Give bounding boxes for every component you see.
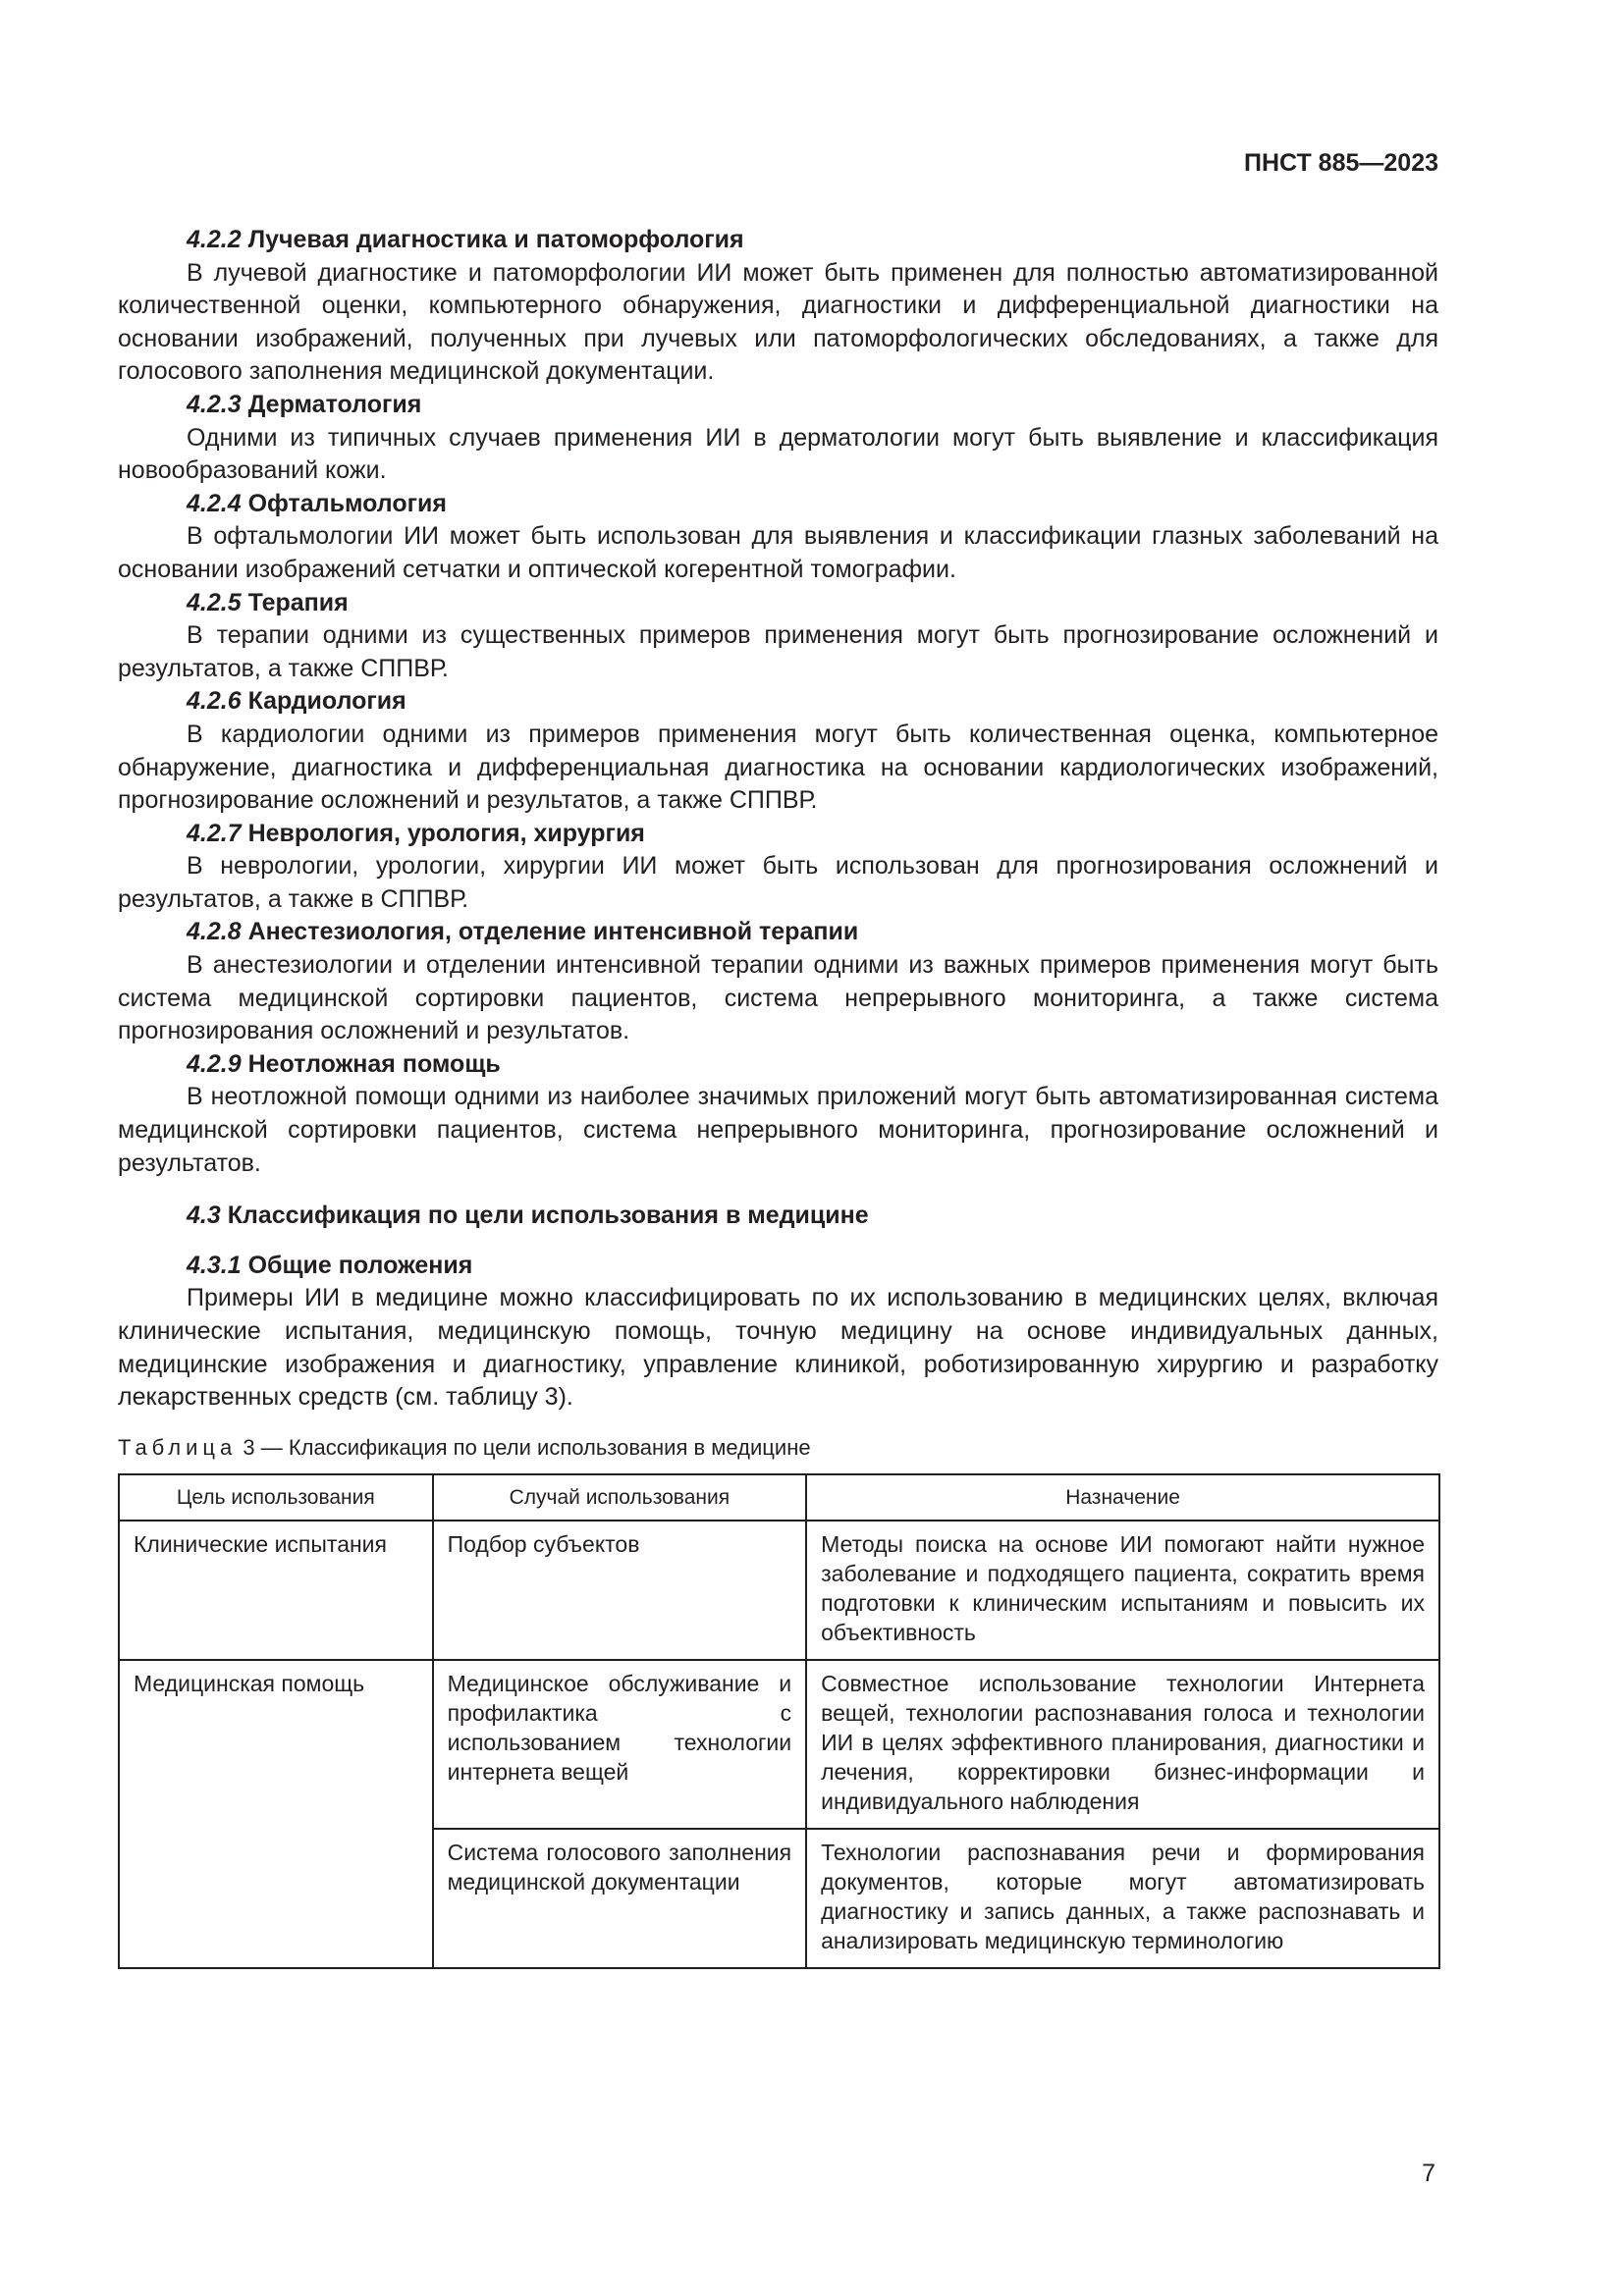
section-heading xyxy=(118,488,1438,521)
section-4-2-6 xyxy=(118,685,1438,817)
section-paragraph: В кардиологии одними из примеров применения могут быть количественная оценка, компьютерное обнаружение, диагностика и дифференциальная диагностика на основании кардиологических изображений, прогнозирование осложнений и результатов, а также СППВР. xyxy=(118,720,1438,815)
section-paragraph: В лучевой диагностике и патоморфологии ИИ может быть применен для полностью автоматизированной количественной оценки, компьютерного обнаружения, диагностики и дифференциальной диагностики на основании изображений, полученных при лучевых или патоморфологических обследованиях, а также для голосового заполнения медицинской документации. xyxy=(118,258,1438,386)
section-4-2-8 xyxy=(118,916,1438,1047)
section-title: Анестезиология, отделение интенсивной терапии xyxy=(247,918,859,946)
section-number: 4.2.3 xyxy=(187,390,242,418)
section-title: Лучевая диагностика и патоморфология xyxy=(247,226,744,253)
section-heading xyxy=(118,1048,1438,1082)
document-code: ПНСТ 885—2023 xyxy=(1244,149,1438,177)
table-caption-text: 3 — Классификация по цели использования в медицине xyxy=(243,1434,811,1460)
section-heading xyxy=(118,685,1438,719)
section-paragraph: В неотложной помощи одними из наиболее значимых приложений могут быть автоматизированная система медицинской сортировки пациентов, система непрерывного мониторинга, прогнозирование осложнений и результатов. xyxy=(118,1083,1438,1177)
section-4-2-9 xyxy=(118,1048,1438,1180)
column-header-purpose: Цель использования xyxy=(119,1474,433,1521)
section-4-2-2 xyxy=(118,224,1438,389)
classification-table xyxy=(118,1473,1440,1969)
section-paragraph: В неврологии, урологии, хирургии ИИ может быть использован для прогнозирования осложнений и результатов, а также в СППВР. xyxy=(118,852,1438,913)
page-number: 7 xyxy=(1422,2160,1435,2187)
section-title: Терапия xyxy=(247,588,349,616)
section-number: 4.2.2 xyxy=(187,226,242,253)
section-title: Неотложная помощь xyxy=(247,1049,501,1078)
section-paragraph: Примеры ИИ в медицине можно классифицировать по их использованию в медицинских целях, включая клинические испытания, медицинскую помощь, точную медицину на основе индивидуальных данных, медицинские изображения и диагностику, управление клиникой, роботизированную хирургию и разработку лекарственных средств (см. таблицу 3). xyxy=(118,1284,1438,1412)
section-heading xyxy=(118,916,1438,949)
section-4-2-3 xyxy=(118,389,1438,488)
section-number: 4.3.1 xyxy=(187,1251,242,1279)
cell-use: Методы поиска на основе ИИ помогают найти нужное заболевание и подходящего пациента, сократить время подготовки к клиническим испытаниям и повысить их объективность xyxy=(806,1521,1439,1660)
cell-use: Совместное использование технологии Интернета вещей, технологии распознавания голоса и технологии ИИ в целях эффективного планирования, диагностики и лечения, корректировки бизнес-информации и индивидуального наблюдения xyxy=(806,1660,1439,1829)
section-paragraph: В офтальмологии ИИ может быть использован для выявления и классификации глазных заболеваний на основании изображений сетчатки и оптической когерентной томографии. xyxy=(118,522,1438,583)
section-heading xyxy=(118,587,1438,620)
table-caption xyxy=(118,1433,1438,1463)
section-4-2-5 xyxy=(118,587,1438,686)
section-heading xyxy=(118,224,1438,257)
table-row xyxy=(119,1521,1439,1660)
column-header-case: Случай использования xyxy=(433,1474,807,1521)
page-content xyxy=(118,224,1438,1969)
table-caption-label: Таблица xyxy=(118,1434,238,1460)
section-4-2-7 xyxy=(118,818,1438,917)
section-paragraph: В терапии одними из существенных примеров применения могут быть прогнозирование осложнений и результатов, а также СППВР. xyxy=(118,621,1438,682)
section-paragraph: В анестезиологии и отделении интенсивной терапии одними из важных примеров применения могут быть система медицинской сортировки пациентов, система непрерывного мониторинга, а также система прогнозирования осложнений и результатов. xyxy=(118,951,1438,1045)
section-heading xyxy=(118,818,1438,851)
table-row xyxy=(119,1660,1439,1829)
cell-purpose: Медицинская помощь xyxy=(119,1660,433,1968)
section-title: Офтальмология xyxy=(247,489,447,517)
section-number: 4.3 xyxy=(187,1201,221,1230)
cell-purpose: Клинические испытания xyxy=(119,1521,433,1660)
table-header-row xyxy=(119,1474,1439,1521)
section-number: 4.2.5 xyxy=(187,588,242,616)
section-title: Неврология, урология, хирургия xyxy=(247,819,645,847)
section-4-3-heading xyxy=(118,1200,1438,1233)
column-header-use: Назначение xyxy=(806,1474,1439,1521)
section-number: 4.2.8 xyxy=(187,918,242,946)
section-number: 4.2.7 xyxy=(187,819,242,847)
section-number: 4.2.4 xyxy=(187,489,242,517)
section-4-3-1 xyxy=(118,1250,1438,1415)
section-paragraph: Одними из типичных случаев применения ИИ в дерматологии могут быть выявление и классификация новообразований кожи. xyxy=(118,423,1438,485)
section-number: 4.2.9 xyxy=(187,1049,242,1078)
section-title: Дерматология xyxy=(247,390,422,418)
cell-case: Система голосового заполнения медицинской документации xyxy=(433,1829,807,1968)
section-title: Классификация по цели использования в медицине xyxy=(227,1201,869,1230)
cell-use: Технологии распознавания речи и формирования документов, которые могут автоматизировать диагностику и запись данных, а также распознавать и анализировать медицинскую терминологию xyxy=(806,1829,1439,1968)
section-4-2-4 xyxy=(118,488,1438,587)
section-title: Общие положения xyxy=(247,1251,473,1279)
section-heading xyxy=(118,1250,1438,1283)
cell-case: Медицинское обслуживание и профилактика с использованием технологии интернета вещей xyxy=(433,1660,807,1829)
section-number: 4.2.6 xyxy=(187,687,242,716)
cell-case: Подбор субъектов xyxy=(433,1521,807,1660)
section-heading xyxy=(118,389,1438,422)
section-title: Кардиология xyxy=(247,687,406,716)
